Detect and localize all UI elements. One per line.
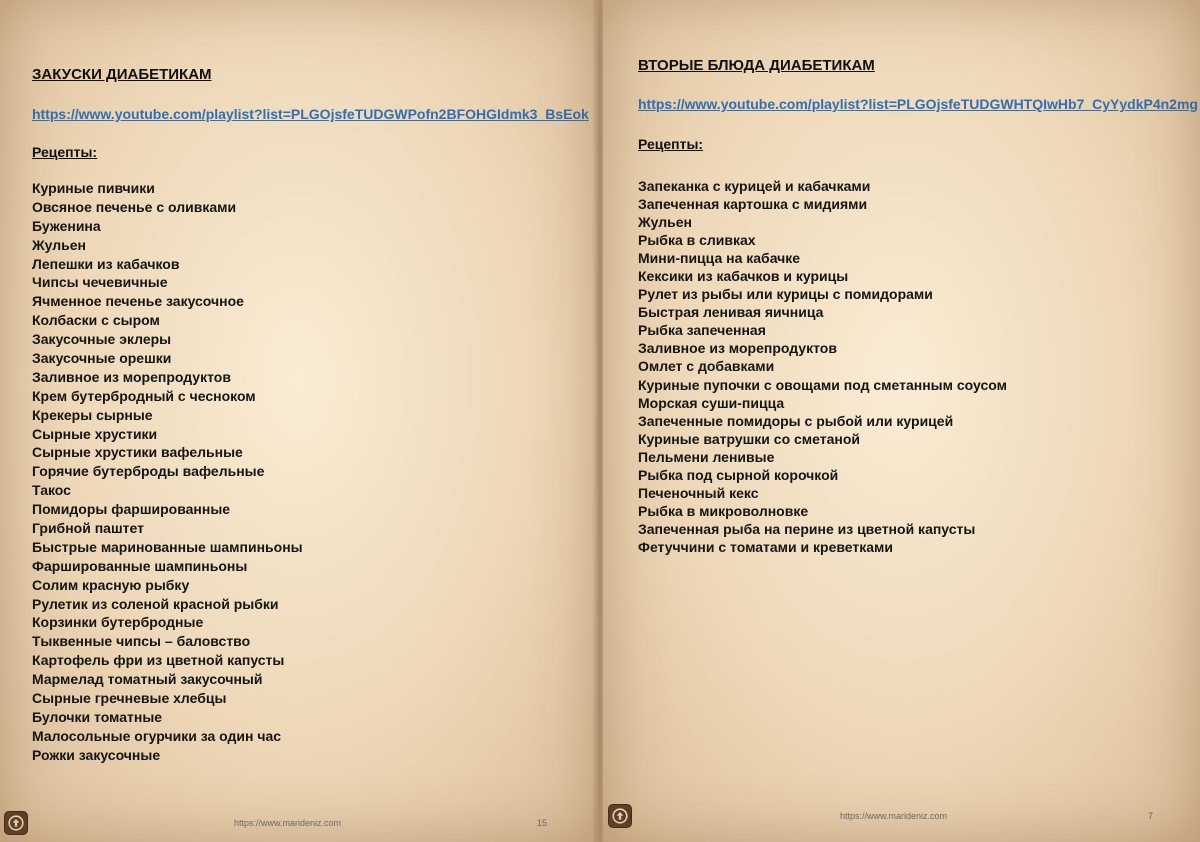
- recipe-item: Пельмени ленивые: [638, 448, 775, 465]
- recipe-item: Омлет с добавками: [638, 358, 775, 375]
- recipe-item: Рыбка запеченная: [638, 322, 766, 339]
- recipe-item: Запеченная рыба на перине из цветной капусты: [638, 520, 976, 537]
- recipe-item: Рожки закусочные: [32, 746, 161, 763]
- recipe-item: Мармелад томатный закусочный: [32, 671, 263, 688]
- up-arrow-circle-icon: [8, 815, 24, 831]
- recipe-item: Закусочные эклеры: [32, 331, 172, 348]
- recipe-item: Корзинки бутербродные: [32, 614, 204, 631]
- recipe-item: Сырные хрустики вафельные: [32, 444, 243, 461]
- recipe-item: Куриные пивчики: [32, 180, 155, 196]
- recipe-item: Грибной паштет: [32, 520, 144, 537]
- recipe-item: Солим красную рыбку: [32, 576, 190, 593]
- left-page-heading: ЗАКУСКИ ДИАБЕТИКАМ: [32, 66, 212, 83]
- recipe-item: Запеченная картошка с мидиями: [638, 196, 868, 213]
- recipe-item: Горячие бутерброды вафельные: [32, 463, 265, 480]
- left-footer-url: https://www.marideniz.com: [234, 818, 342, 828]
- recipe-item: Заливное из морепродуктов: [638, 340, 837, 357]
- recipe-item: Фетуччини с томатами и креветками: [638, 538, 894, 555]
- right-page-number: 7: [1148, 811, 1154, 821]
- right-recipes-label: Рецепты:: [638, 136, 704, 152]
- right-back-to-top-button[interactable]: [608, 804, 632, 828]
- recipe-item: Чипсы чечевичные: [32, 274, 168, 291]
- left-recipe-list: [32, 179, 303, 765]
- recipe-item: Куриные пупочки с овощами под сметанным соусом: [638, 376, 1007, 393]
- recipe-item: Запеченные помидоры с рыбой или курицей: [638, 412, 954, 429]
- recipe-item: Закусочные орешки: [32, 350, 172, 367]
- recipe-item: Морская суши-пицца: [638, 394, 785, 411]
- right-playlist-link[interactable]: https://www.youtube.com/playlist?list=PLGOjsfeTUDGWHTQIwHb7_CyYydkP4n2mg: [638, 96, 1198, 112]
- left-recipes-label: Рецепты:: [32, 144, 98, 160]
- recipe-item: Рыбка под сырной корочкой: [638, 466, 839, 483]
- recipe-item: Булочки томатные: [32, 708, 163, 725]
- recipe-item: Овсяное печенье с оливками: [32, 198, 237, 215]
- recipe-item: Запеканка с курицей и кабачками: [638, 178, 871, 194]
- left-playlist-link[interactable]: https://www.youtube.com/playlist?list=PLGOjsfeTUDGWPofn2BFOHGIdmk3_BsEok: [32, 106, 589, 122]
- recipe-item: Рулетик из соленой красной рыбки: [32, 595, 279, 612]
- recipe-item: Фаршированные шампиньоны: [32, 557, 248, 574]
- recipe-item: Малосольные огурчики за один час: [32, 727, 282, 744]
- left-page-number: 15: [537, 818, 548, 828]
- recipe-item: Такос: [32, 482, 71, 499]
- recipe-item: Лепешки из кабачков: [32, 255, 180, 272]
- recipe-item: Картофель фри из цветной капусты: [32, 652, 285, 669]
- right-footer-url: https://www.marideniz.com: [840, 811, 948, 821]
- recipe-item: Рыбка в сливках: [638, 232, 756, 249]
- recipe-item: Помидоры фаршированные: [32, 501, 231, 518]
- recipe-item: Ячменное печенье закусочное: [32, 293, 244, 310]
- recipe-item: Печеночный кекс: [638, 484, 759, 501]
- recipe-item: Сырные гречневые хлебцы: [32, 690, 227, 707]
- recipe-item: Быстрые маринованные шампиньоны: [32, 538, 303, 555]
- recipe-item: Мини-пицца на кабачке: [638, 250, 801, 267]
- up-arrow-circle-icon: [612, 808, 628, 824]
- recipe-item: Сырные хрустики: [32, 425, 158, 442]
- recipe-item: Жульен: [638, 214, 692, 231]
- left-page: [0, 0, 597, 842]
- recipe-item: Быстрая ленивая яичница: [638, 304, 824, 321]
- recipe-item: Колбаски с сыром: [32, 312, 160, 329]
- recipe-item: Рыбка в микроволновке: [638, 502, 809, 519]
- right-recipe-list: [638, 177, 1007, 556]
- left-back-to-top-button[interactable]: [4, 811, 28, 835]
- right-page-heading: ВТОРЫЕ БЛЮДА ДИАБЕТИКАМ: [638, 57, 875, 74]
- recipe-item: Жульен: [32, 236, 86, 253]
- recipe-item: Крем бутербродный с чесноком: [32, 387, 256, 404]
- recipe-item: Заливное из морепродуктов: [32, 368, 231, 385]
- right-page: [603, 0, 1200, 842]
- recipe-item: Тыквенные чипсы – баловство: [32, 633, 251, 650]
- recipe-item: Кексики из кабачков и курицы: [638, 268, 849, 285]
- recipe-item: Крекеры сырные: [32, 406, 153, 423]
- recipe-item: Куриные ватрушки со сметаной: [638, 430, 861, 447]
- recipe-item: Буженина: [32, 217, 101, 234]
- recipe-item: Рулет из рыбы или курицы с помидорами: [638, 286, 933, 303]
